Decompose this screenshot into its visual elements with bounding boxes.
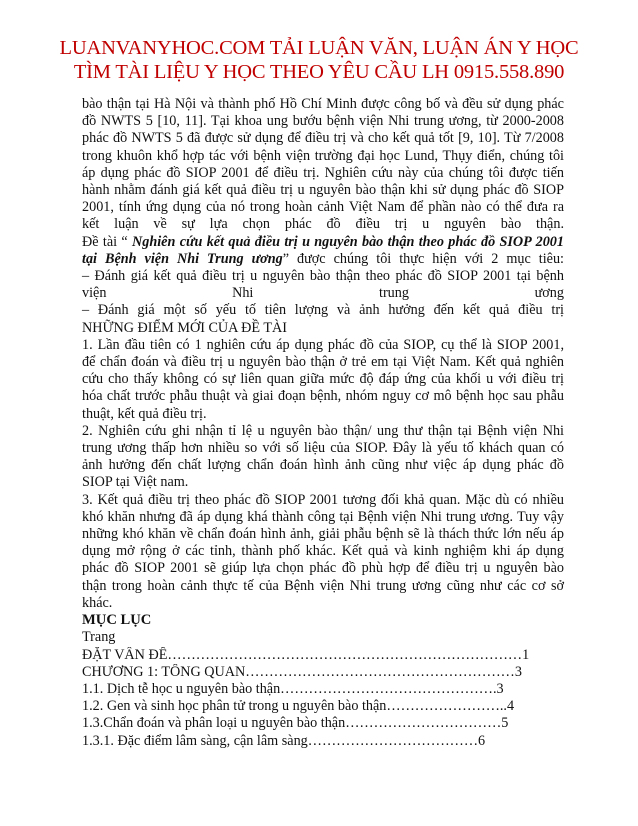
text-line: dụng mở rộng ở các tỉnh, thành phố khác. Kết quả và kinh nghiệm khi áp dụng <box>82 543 564 560</box>
toc-entry[interactable]: 1.2. Gen và sinh học phân tử trong u nguyên bào thận……………………..4 <box>82 698 515 715</box>
text-line: phác đồ SIOP 2001 sẽ giúp lựa chọn phác đồ phù hợp để điều trị u nguyên bào <box>82 560 564 577</box>
text-line: thuật, kết quả điều trị. <box>82 405 207 422</box>
topic-suffix: ” được chúng tôi thực hiện với 2 mục tiêu: <box>282 250 564 267</box>
toc-heading: MỤC LỤC <box>82 612 152 629</box>
text-line: 3. Kết quả điều trị theo phác đồ SIOP 2001 tương đối khả quan. Mặc dù có nhiều <box>82 491 564 508</box>
objective-1-line-1: – Đánh giá kết quả điều trị u nguyên bào thận theo phác đồ SIOP 2001 tại bệnh <box>82 268 564 285</box>
header-line-1: LUANVANYHOC.COM TẢI LUẬN VĂN, LUẬN ÁN Y HỌC <box>59 37 579 59</box>
text-line: kết luận về sự lựa chọn phác đồ điều trị u nguyên bào thận. <box>82 216 564 233</box>
topic-paragraph <box>82 234 564 320</box>
document-body <box>82 96 564 750</box>
text-line: đồ NWTS 5 [10, 11]. Tại khoa ung bướu bệnh viện Nhi trung ương, từ 2000-2008 <box>82 113 564 130</box>
topic-line-1 <box>82 234 564 251</box>
toc-entry[interactable]: 1.1. Dịch tễ học u nguyên bào thận……………………………………….3 <box>82 680 504 697</box>
text-line: bào thận tại Hà Nội và thành phố Hồ Chí Minh được công bố và đều sử dụng phác <box>82 96 564 112</box>
text-line: khó khăn nhưng đã áp dụng khá thành công tại Bệnh viện Nhi trung ương. Tuy vậy <box>82 508 564 525</box>
text-line: 2001, tính ứng dụng của nó trong hoàn cảnh Việt Nam để phần nào có thể đưa ra <box>82 199 564 216</box>
text-line: phác đồ NWTS 5 đã được sử dụng để điều trị và cho kết quả tốt [9, 10]. Từ 7/2008 <box>82 130 564 147</box>
topic-prefix: Đề tài “ <box>82 233 133 250</box>
new-point-2 <box>82 423 564 492</box>
intro-paragraph <box>82 96 564 234</box>
text-line: hóa chất trước phẫu thuật và giai đoạn bệnh, nhóm nguy cơ mô bệnh học sau phẫu <box>82 388 564 405</box>
text-line: cứu cho thấy không có sự liên quan giữa mức độ đáp ứng của khối u với điều trị <box>82 371 564 388</box>
text-line: hành nhằm đánh giá kết quả điều trị u nguyên bào thận khi sử dụng phác đồ SIOP <box>82 182 564 199</box>
objective-1-line-2: viện Nhi trung ương <box>82 285 564 302</box>
toc-page-label: Trang <box>82 629 116 646</box>
text-line: khác. <box>82 594 113 611</box>
site-header-banner <box>0 36 638 84</box>
header-line-2: TÌM TÀI LIỆU Y HỌC THEO YÊU CẦU LH 0915.558.890 <box>73 61 565 83</box>
text-line: ảnh hưởng đến chất lượng chẩn đoán hình ảnh cũng như việc áp dụng phác đồ <box>82 457 564 474</box>
topic-title-part-1: Nghiên cứu kết quả điều trị u nguyên bào thận theo phác đồ SIOP 2001 <box>132 233 564 250</box>
topic-line-2 <box>82 251 564 268</box>
toc-entry[interactable]: CHƯƠNG 1: TỔNG QUAN…………………………………………………3 <box>82 663 522 680</box>
text-line: để chẩn đoán và điều trị u nguyên bào thận ở trẻ em tại Việt Nam. Kết quả nghiên <box>82 354 564 371</box>
topic-title-part-2: tại Bệnh viện Nhi Trung ương <box>82 250 283 267</box>
table-of-contents <box>82 647 564 750</box>
text-line: thận trong hoàn cảnh thực tế của Bệnh viện Nhi trung ương cũng như các cơ sở <box>82 577 564 594</box>
toc-entry[interactable]: 1.3.1. Đặc điểm lâm sàng, cận lâm sàng………………………………6 <box>82 732 486 749</box>
text-line: áp dụng phác đồ SIOP 2001 để điều trị. Nghiên cứu này của chúng tôi được tiến <box>82 164 564 181</box>
text-line: 1. Lần đầu tiên có 1 nghiên cứu áp dụng phác đồ của SIOP, cụ thể là SIOP 2001, <box>82 336 564 353</box>
new-points-heading: NHỮNG ĐIỂM MỚI CỦA ĐỀ TÀI <box>82 319 288 336</box>
text-line: SIOP tại Việt nam. <box>82 474 189 491</box>
new-point-3 <box>82 492 564 612</box>
text-line: trong khuôn khổ hợp tác với bệnh viện trường đại học Lund, Thụy điển, chúng tôi <box>82 147 564 164</box>
text-line: những khó khăn về chẩn đoán hình ảnh, giải phẫu bệnh sẽ là thách thức lớn nếu áp <box>82 526 564 543</box>
toc-entry[interactable]: ĐẶT VẤN ĐỀ…………………………………………………………………1 <box>82 646 530 663</box>
objective-2-line-1: – Đánh giá một số yếu tố tiên lượng và ảnh hưởng đến kết quả điều trị <box>82 302 564 319</box>
text-line: 2. Nghiên cứu ghi nhận tỉ lệ u nguyên bào thận/ ung thư thận tại Bệnh viện Nhi <box>82 422 564 439</box>
toc-entry[interactable]: 1.3.Chẩn đoán và phân loại u nguyên bào thận……………………………5 <box>82 715 509 732</box>
text-line: trung ương thấp hơn nhiều so với số liệu của SIOP. Đây là yếu tố khách quan có <box>82 440 564 457</box>
new-point-1 <box>82 337 564 423</box>
